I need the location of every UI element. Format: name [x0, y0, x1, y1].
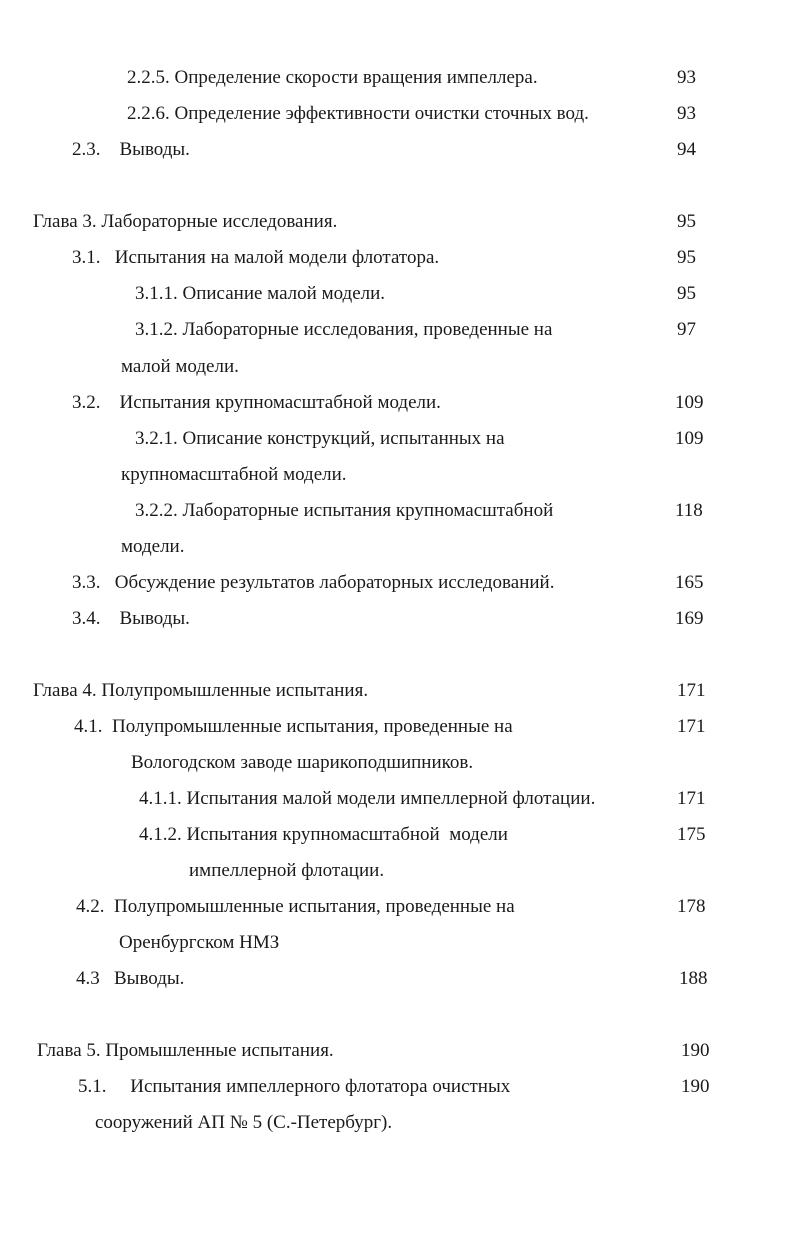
toc-entry-continuation: крупномасштабной модели.	[121, 464, 347, 485]
toc-entry-3-2-1: 3.2.1. Описание конструкций, испытанных на	[135, 428, 505, 449]
toc-entry-4-3: 4.3 Выводы.	[76, 968, 185, 989]
toc-page-number: 109	[675, 392, 704, 413]
toc-entry-3-3: 3.3. Обсуждение результатов лабораторных исследований.	[72, 572, 555, 593]
toc-page-number: 95	[677, 283, 696, 304]
toc-chapter-3: Глава 3. Лабораторные исследования.	[33, 211, 338, 232]
toc-entry-3-2-2: 3.2.2. Лабораторные испытания крупномасштабной	[135, 500, 554, 521]
toc-entry-continuation: Оренбургском НМЗ	[119, 932, 280, 953]
toc-page-number: 93	[677, 67, 696, 88]
toc-page-number: 175	[677, 824, 706, 845]
toc-entry-continuation: Вологодском заводе шарикоподшипников.	[131, 752, 474, 773]
toc-page-number: 169	[675, 608, 704, 629]
toc-page-number: 95	[677, 247, 696, 268]
toc-entry-3-2: 3.2. Испытания крупномасштабной модели.	[72, 392, 441, 413]
toc-page-number: 171	[677, 680, 706, 701]
toc-entry-2-2-6: 2.2.6. Определение эффективности очистки сточных вод.	[127, 103, 589, 124]
toc-entry-4-1-2: 4.1.2. Испытания крупномасштабной модели	[139, 824, 508, 845]
toc-entry-4-2: 4.2. Полупромышленные испытания, проведенные на	[76, 896, 515, 917]
toc-entry-4-1: 4.1. Полупромышленные испытания, проведенные на	[74, 716, 513, 737]
toc-page-number: 94	[677, 139, 696, 160]
toc-chapter-5: Глава 5. Промышленные испытания.	[37, 1040, 334, 1061]
toc-entry-4-1-1: 4.1.1. Испытания малой модели импеллерной флотации.	[139, 788, 596, 809]
toc-page-number: 190	[681, 1076, 710, 1097]
toc-entry-2-2-5: 2.2.5. Определение скорости вращения импеллера.	[127, 67, 538, 88]
toc-page-number: 97	[677, 319, 696, 340]
toc-page-number: 93	[677, 103, 696, 124]
toc-chapter-4: Глава 4. Полупромышленные испытания.	[33, 680, 369, 701]
toc-page-number: 165	[675, 572, 704, 593]
toc-entry-3-1-2: 3.1.2. Лабораторные исследования, проведенные на	[135, 319, 553, 340]
toc-entry-3-1-1: 3.1.1. Описание малой модели.	[135, 283, 386, 304]
toc-page-number: 171	[677, 716, 706, 737]
toc-entry-continuation: сооружений АП № 5 (С.-Петербург).	[95, 1112, 393, 1133]
toc-page-number: 190	[681, 1040, 710, 1061]
toc-entry-5-1: 5.1. Испытания импеллерного флотатора очистных	[78, 1076, 511, 1097]
toc-entry-continuation: модели.	[121, 536, 185, 557]
toc-entry-2-3: 2.3. Выводы.	[72, 139, 190, 160]
toc-entry-continuation: импеллерной флотации.	[189, 860, 385, 881]
toc-entry-3-4: 3.4. Выводы.	[72, 608, 190, 629]
toc-page-number: 178	[677, 896, 706, 917]
toc-page-number: 171	[677, 788, 706, 809]
toc-page-number: 188	[679, 968, 708, 989]
toc-entry-continuation: малой модели.	[121, 356, 239, 377]
toc-page-number: 118	[675, 500, 703, 521]
toc-page-number: 109	[675, 428, 704, 449]
toc-page-number: 95	[677, 211, 696, 232]
toc-entry-3-1: 3.1. Испытания на малой модели флотатора.	[72, 247, 440, 268]
